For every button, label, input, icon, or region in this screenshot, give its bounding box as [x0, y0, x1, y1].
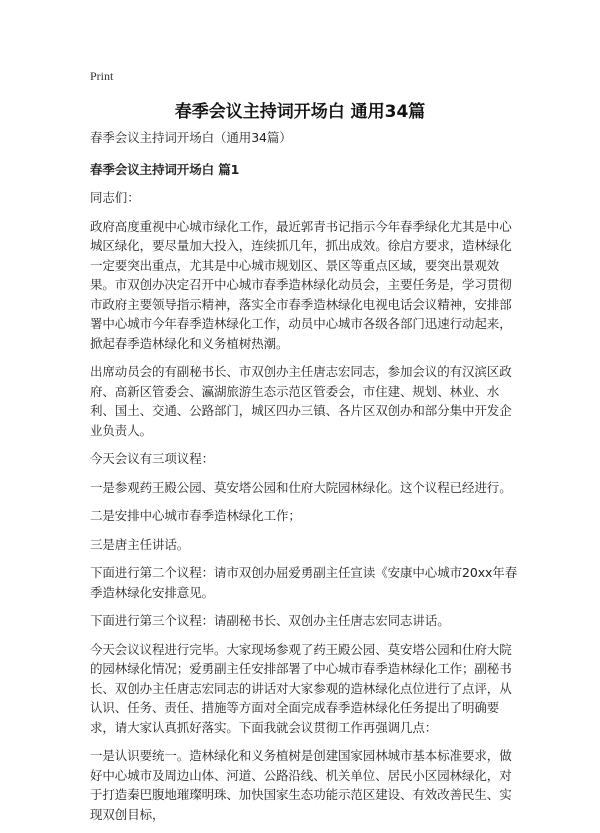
- paragraph-agenda-intro: 今天会议有三项议程：: [90, 451, 215, 466]
- paragraph-point-1: 一是认识要统一。造林绿化和义务植树是创建国家园林城市基本标准要求，做好中心城市及周边山体、河道、公路沿线、机关单位、居民小区园林绿化，对于打造秦巴腹地璀璨明珠、加快国家生态功能示范区建设、有效改善民生、实现双创目标，: [90, 748, 512, 822]
- section-heading: 春季会议主持词开场白 篇1: [90, 161, 240, 177]
- paragraph-third-agenda: 下面进行第三个议程：请副秘书长、双创办主任唐志宏同志讲话。: [90, 613, 450, 628]
- paragraph-second-agenda: 下面进行第二个议程：请市双创办屈爱勇副主任宣读《安康中心城市20xx年春季造林绿化安排意见。: [90, 565, 518, 600]
- paragraph-summary: 今天会议议程进行完毕。大家现场参观了药王殿公园、莫安塔公园和仕府大院的园林绿化情况；爱勇副主任安排部署了中心城市春季造林绿化工作；副秘书长、双创办主任唐志宏同志的讲话对大家参观的造林绿化点位进行了点评，从认识、任务、责任、措施等方面对全面完成春季造林绿化任务提出了明确要求，请大家认真抓好落实。下面我就会议贯彻工作再强调几点：: [90, 641, 512, 735]
- paragraph-agenda-item-3: 三是唐主任讲话。: [90, 536, 190, 552]
- document-body: [90, 128, 522, 833]
- paragraph-attendees: 出席动员会的有副秘书长、市双创办主任唐志宏同志，参加会议的有汉滨区政府、高新区管委会、瀛湖旅游生态示范区管委会，市住建、规划、林业、水利、国土、交通、公路部门，城区四办三镇、各片区双创办和部分集中开发企业负责人。: [90, 364, 512, 438]
- paragraph-background: 政府高度重视中心城市绿化工作，最近郭青书记指示今年春季绿化尤其是中心城区绿化，要尽量加大投入，连续抓几年，抓出成效。徐启方要求，造林绿化一定要突出重点，尤其是中心城市规划区、景区等重点区域，要突出景观效果。市双创办决定召开中心城市春季造林绿化动员会，主要任务是，学习贯彻市政府主要领导指示精神，落实全市春季造林绿化电视电话会议精神，安排部署中心城市今年春季造林绿化工作，动员中心城市各级各部门迅速行动起来，掀起春季造林绿化和义务植树热潮。: [90, 218, 512, 351]
- paragraph-agenda-item-2: 二是安排中心城市春季造林绿化工作；: [90, 508, 301, 523]
- page-title: 春季会议主持词开场白 通用34篇: [174, 102, 426, 122]
- paragraph-greeting: 同志们：: [90, 190, 140, 205]
- paragraph-agenda-item-1: 一是参观药王殿公园、莫安塔公园和仕府大院园林绿化。这个议程已经进行。: [90, 479, 512, 495]
- document-subtitle: 春季会议主持词开场白（通用34篇）: [90, 130, 292, 145]
- print-link[interactable]: Print: [90, 69, 114, 83]
